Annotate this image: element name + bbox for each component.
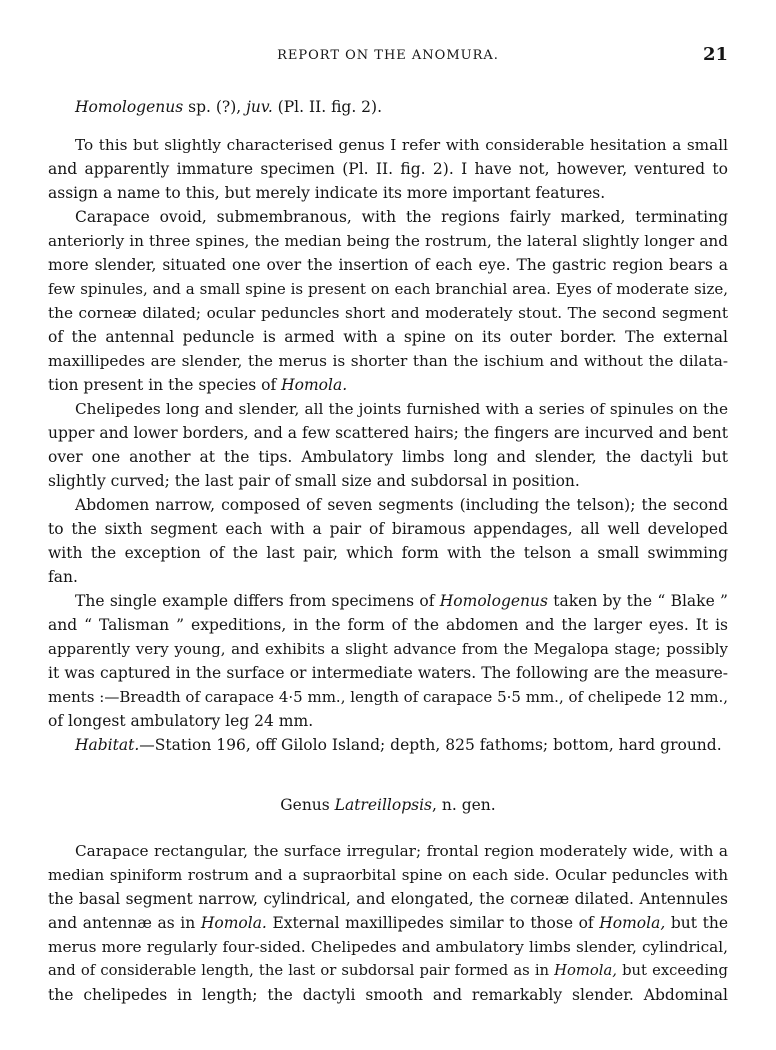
paragraph-line: and antennæ as in Homola. External maxillipedes similar to those of Homola, but the: [48, 914, 729, 932]
paragraph-line: to the sixth segment each with a pair of biramous appendages, all well developed: [48, 520, 728, 538]
paragraph-line: of longest ambulatory leg 24 mm.: [48, 712, 314, 730]
paragraph-line: of the antennal peduncle is armed with a spine on its outer border. The external: [48, 328, 728, 346]
paragraph-line: it was captured in the surface or intermediate waters. The following are the measure-: [48, 664, 728, 682]
paragraph-line: and “ Talisman ” expeditions, in the form of the abdomen and the larger eyes. It is: [48, 616, 728, 634]
paragraph-line: over one another at the tips. Ambulatory limbs long and slender, the dactyli but: [48, 448, 728, 466]
paragraph-line: the basal segment narrow, cylindrical, and elongated, the corneæ dilated. Antennules: [48, 890, 728, 908]
paragraph-line: Carapace ovoid, submembranous, with the regions fairly marked, terminating: [75, 208, 728, 226]
paragraph-line: To this but slightly characterised genus I refer with considerable hesitation a small: [75, 136, 728, 154]
species-heading: Homologenus sp. (?), juv. (Pl. II. fig. 2).: [75, 98, 383, 116]
paragraph-line: with the exception of the last pair, which form with the telson a small swimming: [48, 544, 728, 562]
genus-heading: Genus Latreillopsis, n. gen.: [280, 796, 496, 814]
paragraph-line: assign a name to this, but merely indicate its more important features.: [48, 184, 606, 202]
paragraph-line: median spiniform rostrum and a supraorbital spine on each side. Ocular peduncles with: [48, 866, 728, 884]
paragraph-line: and of considerable length, the last or subdorsal pair formed as in Homola, but exceeding: [48, 962, 728, 979]
habitat-line: Habitat.—Station 196, off Gilolo Island; depth, 825 fathoms; bottom, hard ground.: [75, 736, 722, 754]
paragraph-line: and apparently immature specimen (Pl. II. fig. 2). I have not, however, ventured to: [48, 160, 728, 178]
paragraph-line: few spinules, and a small spine is present on each branchial area. Eyes of moderate size,: [48, 280, 728, 298]
paragraph-line: Abdomen narrow, composed of seven segments (including the telson); the second: [75, 496, 728, 514]
paragraph-line: fan.: [48, 568, 78, 586]
paragraph-line: upper and lower borders, and a few scattered hairs; the fingers are incurved and bent: [48, 424, 728, 442]
page-number: 21: [702, 44, 728, 65]
genus-name: Homologenus: [75, 98, 184, 116]
paragraph-line: merus more regularly four-sided. Chelipedes and ambulatory limbs slender, cylindrical,: [48, 938, 728, 956]
habitat-label: Habitat.: [75, 736, 140, 754]
paragraph-line: the corneæ dilated; ocular peduncles short and moderately stout. The second segment: [48, 304, 728, 322]
running-header: [48, 44, 728, 68]
paragraph-line: slightly curved; the last pair of small size and subdorsal in position.: [48, 472, 580, 490]
paragraph-line: tion present in the species of Homola.: [48, 376, 348, 394]
paragraph-line: apparently very young, and exhibits a slight advance from the Megalopa stage; possibly: [48, 640, 728, 658]
paragraph-line: maxillipedes are slender, the merus is shorter than the ischium and without the dilata-: [48, 352, 728, 370]
running-title: REPORT ON THE ANOMURA.: [277, 48, 499, 63]
paragraph-line: Carapace rectangular, the surface irregular; frontal region moderately wide, with a: [75, 842, 728, 860]
paragraph-line: The single example differs from specimens of Homologenus taken by the “ Blake ”: [75, 592, 728, 610]
paragraph-line: more slender, situated one over the insertion of each eye. The gastric region bears a: [48, 256, 728, 274]
paragraph-line: anteriorly in three spines, the median being the rostrum, the lateral slightly longer and: [48, 232, 728, 250]
paragraph-line: the chelipedes in length; the dactyli smooth and remarkably slender. Abdominal: [48, 986, 728, 1004]
paragraph-line: Chelipedes long and slender, all the joints furnished with a series of spinules on the: [75, 400, 728, 418]
paragraph-line: ments :—Breadth of carapace 4·5 mm., length of carapace 5·5 mm., of chelipede 12 mm.,: [48, 688, 728, 706]
